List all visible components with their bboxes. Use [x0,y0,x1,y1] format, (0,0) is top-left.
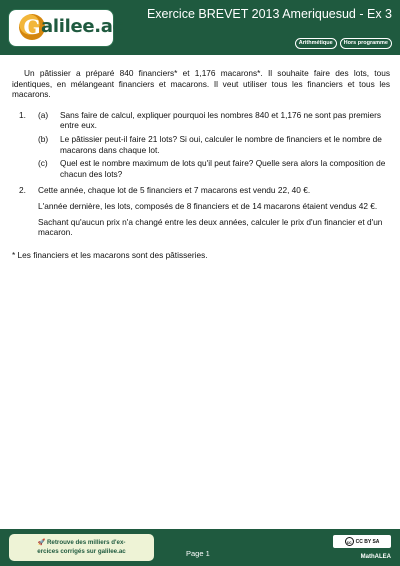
footnote: * Les financiers et les macarons sont des pâtisseries. [12,249,208,260]
exercise-title: Exercice BREVET 2013 Ameriquesud - Ex 3 [146,7,392,21]
logo-text: alilee.ac [41,16,124,37]
galilee-logo[interactable] [9,10,124,46]
question-2-paragraph-1: Cette année, chaque lot de 5 financiers et 7 macarons est vendu 22, 40 €. [38,185,311,196]
question-1c-label: (c) [38,158,48,169]
tag-arithmetique[interactable]: Arithmétique [295,38,337,49]
header-bar [0,0,400,55]
question-1b-label: (b) [38,133,49,144]
logo-g-icon: G [19,14,45,40]
exercise-body [12,68,390,269]
intro-paragraph: Un pâtissier a préparé 840 financiers* et 1,176 macarons*. Il souhaite faire des lots, tous identiques, en mélangeant financiers et macarons. Il veut utiliser tous les financiers et tous les macarons. [12,68,390,100]
page-number: Page 1 [186,549,210,558]
question-1a-text: Sans faire de calcul, expliquer pourquoi les nombres 840 et 1,176 ne sont pas premiers entre eux. [60,109,382,131]
promo-banner[interactable] [9,534,154,561]
license-text: CC BY SA [355,538,380,545]
tag-hors-programme[interactable]: Hors programme [340,38,392,49]
question-2-paragraph-3: Sachant qu'aucun prix n'a changé entre les deux années, calculer le prix d'un financier et d'un macaron. [38,216,383,238]
question-1c-text: Quel est le nombre maximum de lots qu'il peut faire? Quelle sera alors la composition de chacun des lots? [60,158,386,179]
question-1b [38,134,390,155]
question-1a-label: (a) [38,109,49,120]
tag-list [295,38,392,49]
cc-icon: cc [345,537,354,546]
promo-line-1: 🚀 Retrouve des milliers d'ex- [37,539,126,546]
question-1-number: 1. [19,109,26,120]
cc-license-badge[interactable] [333,535,391,548]
question-1b-text: Le pâtissier peut-il faire 21 lots? Si oui, calculer le nombre de financiers et le nombre de macarons dans chaque lot. [60,133,382,155]
mathalea-brand: MathALEA [360,554,391,560]
question-2 [12,185,390,237]
promo-line-2: ercices corrigés sur galilee.ac [37,548,126,555]
footer-bar [0,529,400,566]
question-2-number: 2. [19,185,26,196]
question-2-paragraph-2: L'année dernière, les lots, composés de 8 financiers et de 14 macarons étaient vendus 42 €. [38,200,378,211]
question-1a [38,110,390,131]
question-1c [38,158,390,179]
question-1 [12,110,390,180]
